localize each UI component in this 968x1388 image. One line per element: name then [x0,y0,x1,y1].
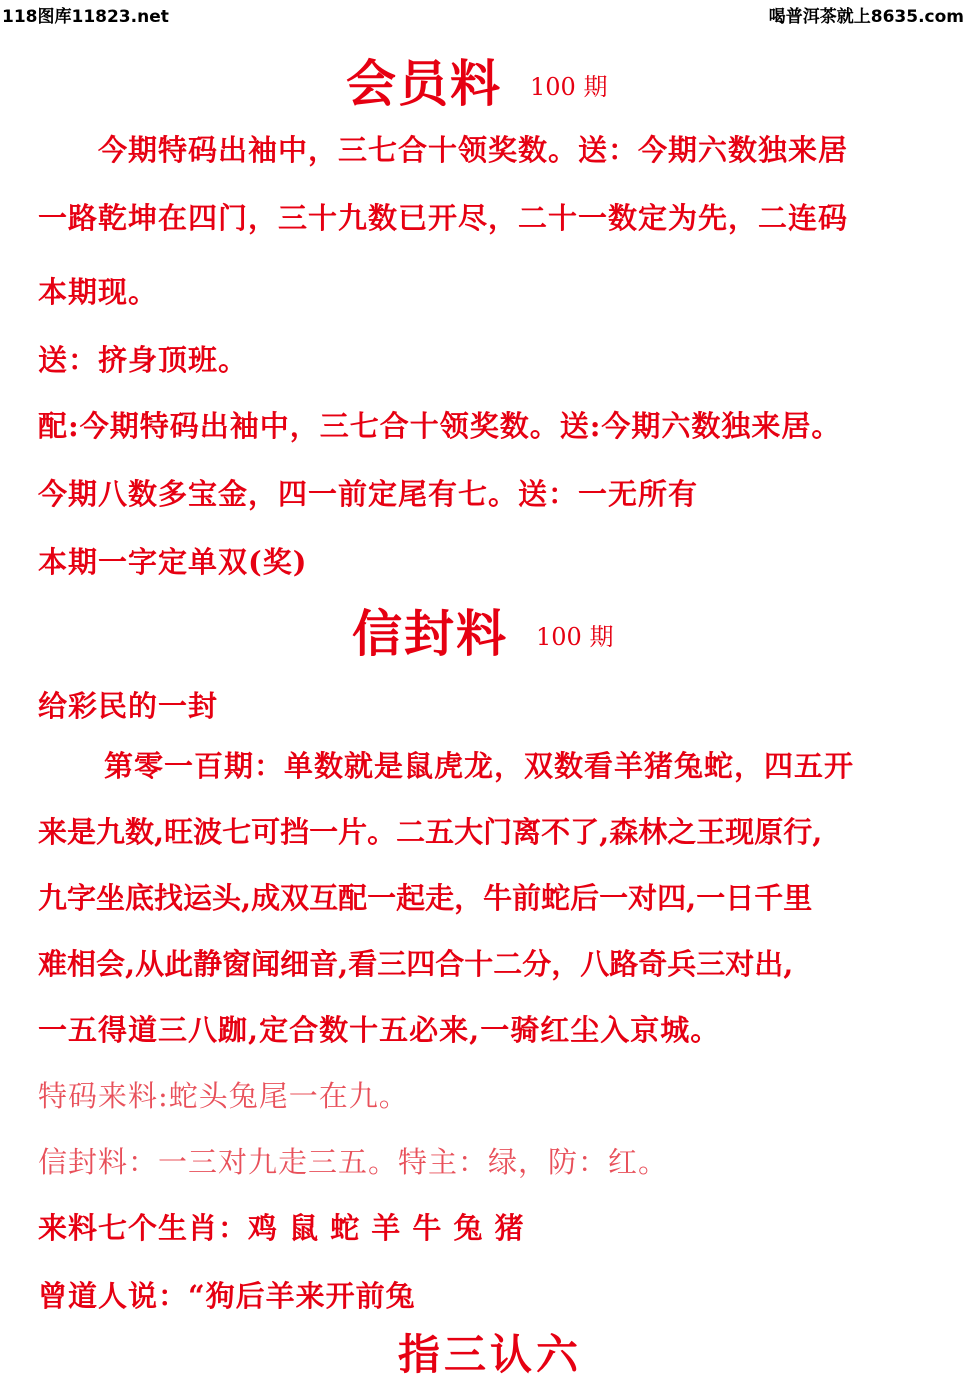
issue-number: 100 期 [530,73,608,101]
text-line: 今期特码出袖中，三七合十领奖数。送：今期六数独来居 [98,133,849,167]
section-title: 会员料 [346,54,502,113]
section-heading-member [346,44,607,116]
section-title-final: 指三认六 [398,1330,583,1379]
text-line: 配:今期特码出袖中，三七合十领奖数。送:今期六数独来居。 [38,409,842,443]
text-line: 本期现。 [38,275,159,309]
text-line: 特码来料:蛇头兔尾一在九。 [38,1079,409,1113]
issue-number: 100 期 [536,623,614,651]
text-line: 送：挤身顶班。 [38,343,249,377]
text-line: 本期一字定单双(奖) [38,545,308,579]
text-line: 来是九数,旺波七可挡一片。二五大门离不了,森林之王现原行, [38,815,823,849]
text-line: 今期八数多宝金，四一前定尾有七。送：一无所有 [38,477,699,511]
text-line: 一路乾坤在四门，三十九数已开尽，二十一数定为先，二连码 [38,201,849,235]
text-line: 曾道人说：“狗后羊来开前兔 [38,1279,416,1313]
section-title: 信封料 [352,604,508,663]
text-line: 信封料：一三对九走三五。特主：绿，防：红。 [38,1145,669,1179]
site-watermark-right: 喝普洱茶就上8635.com [768,7,964,27]
text-line: 来料七个生肖：鸡 鼠 蛇 羊 牛 兔 猪 [38,1211,525,1245]
text-line: 给彩民的一封 [38,689,219,723]
section-heading-envelope [352,594,613,666]
text-line: 九字坐底找运头,成双互配一起走，牛前蛇后一对四,一日千里 [38,881,813,915]
site-watermark-left: 118图库11823.net [2,7,169,27]
text-line: 难相会,从此静窗闻细音,看三四合十二分，八路奇兵三对出, [38,947,794,981]
text-line: 一五得道三八跏,定合数十五必来,一骑红尘入京城。 [38,1013,721,1047]
text-line: 第零一百期：单数就是鼠虎龙，双数看羊猪兔蛇，四五开 [104,749,855,783]
